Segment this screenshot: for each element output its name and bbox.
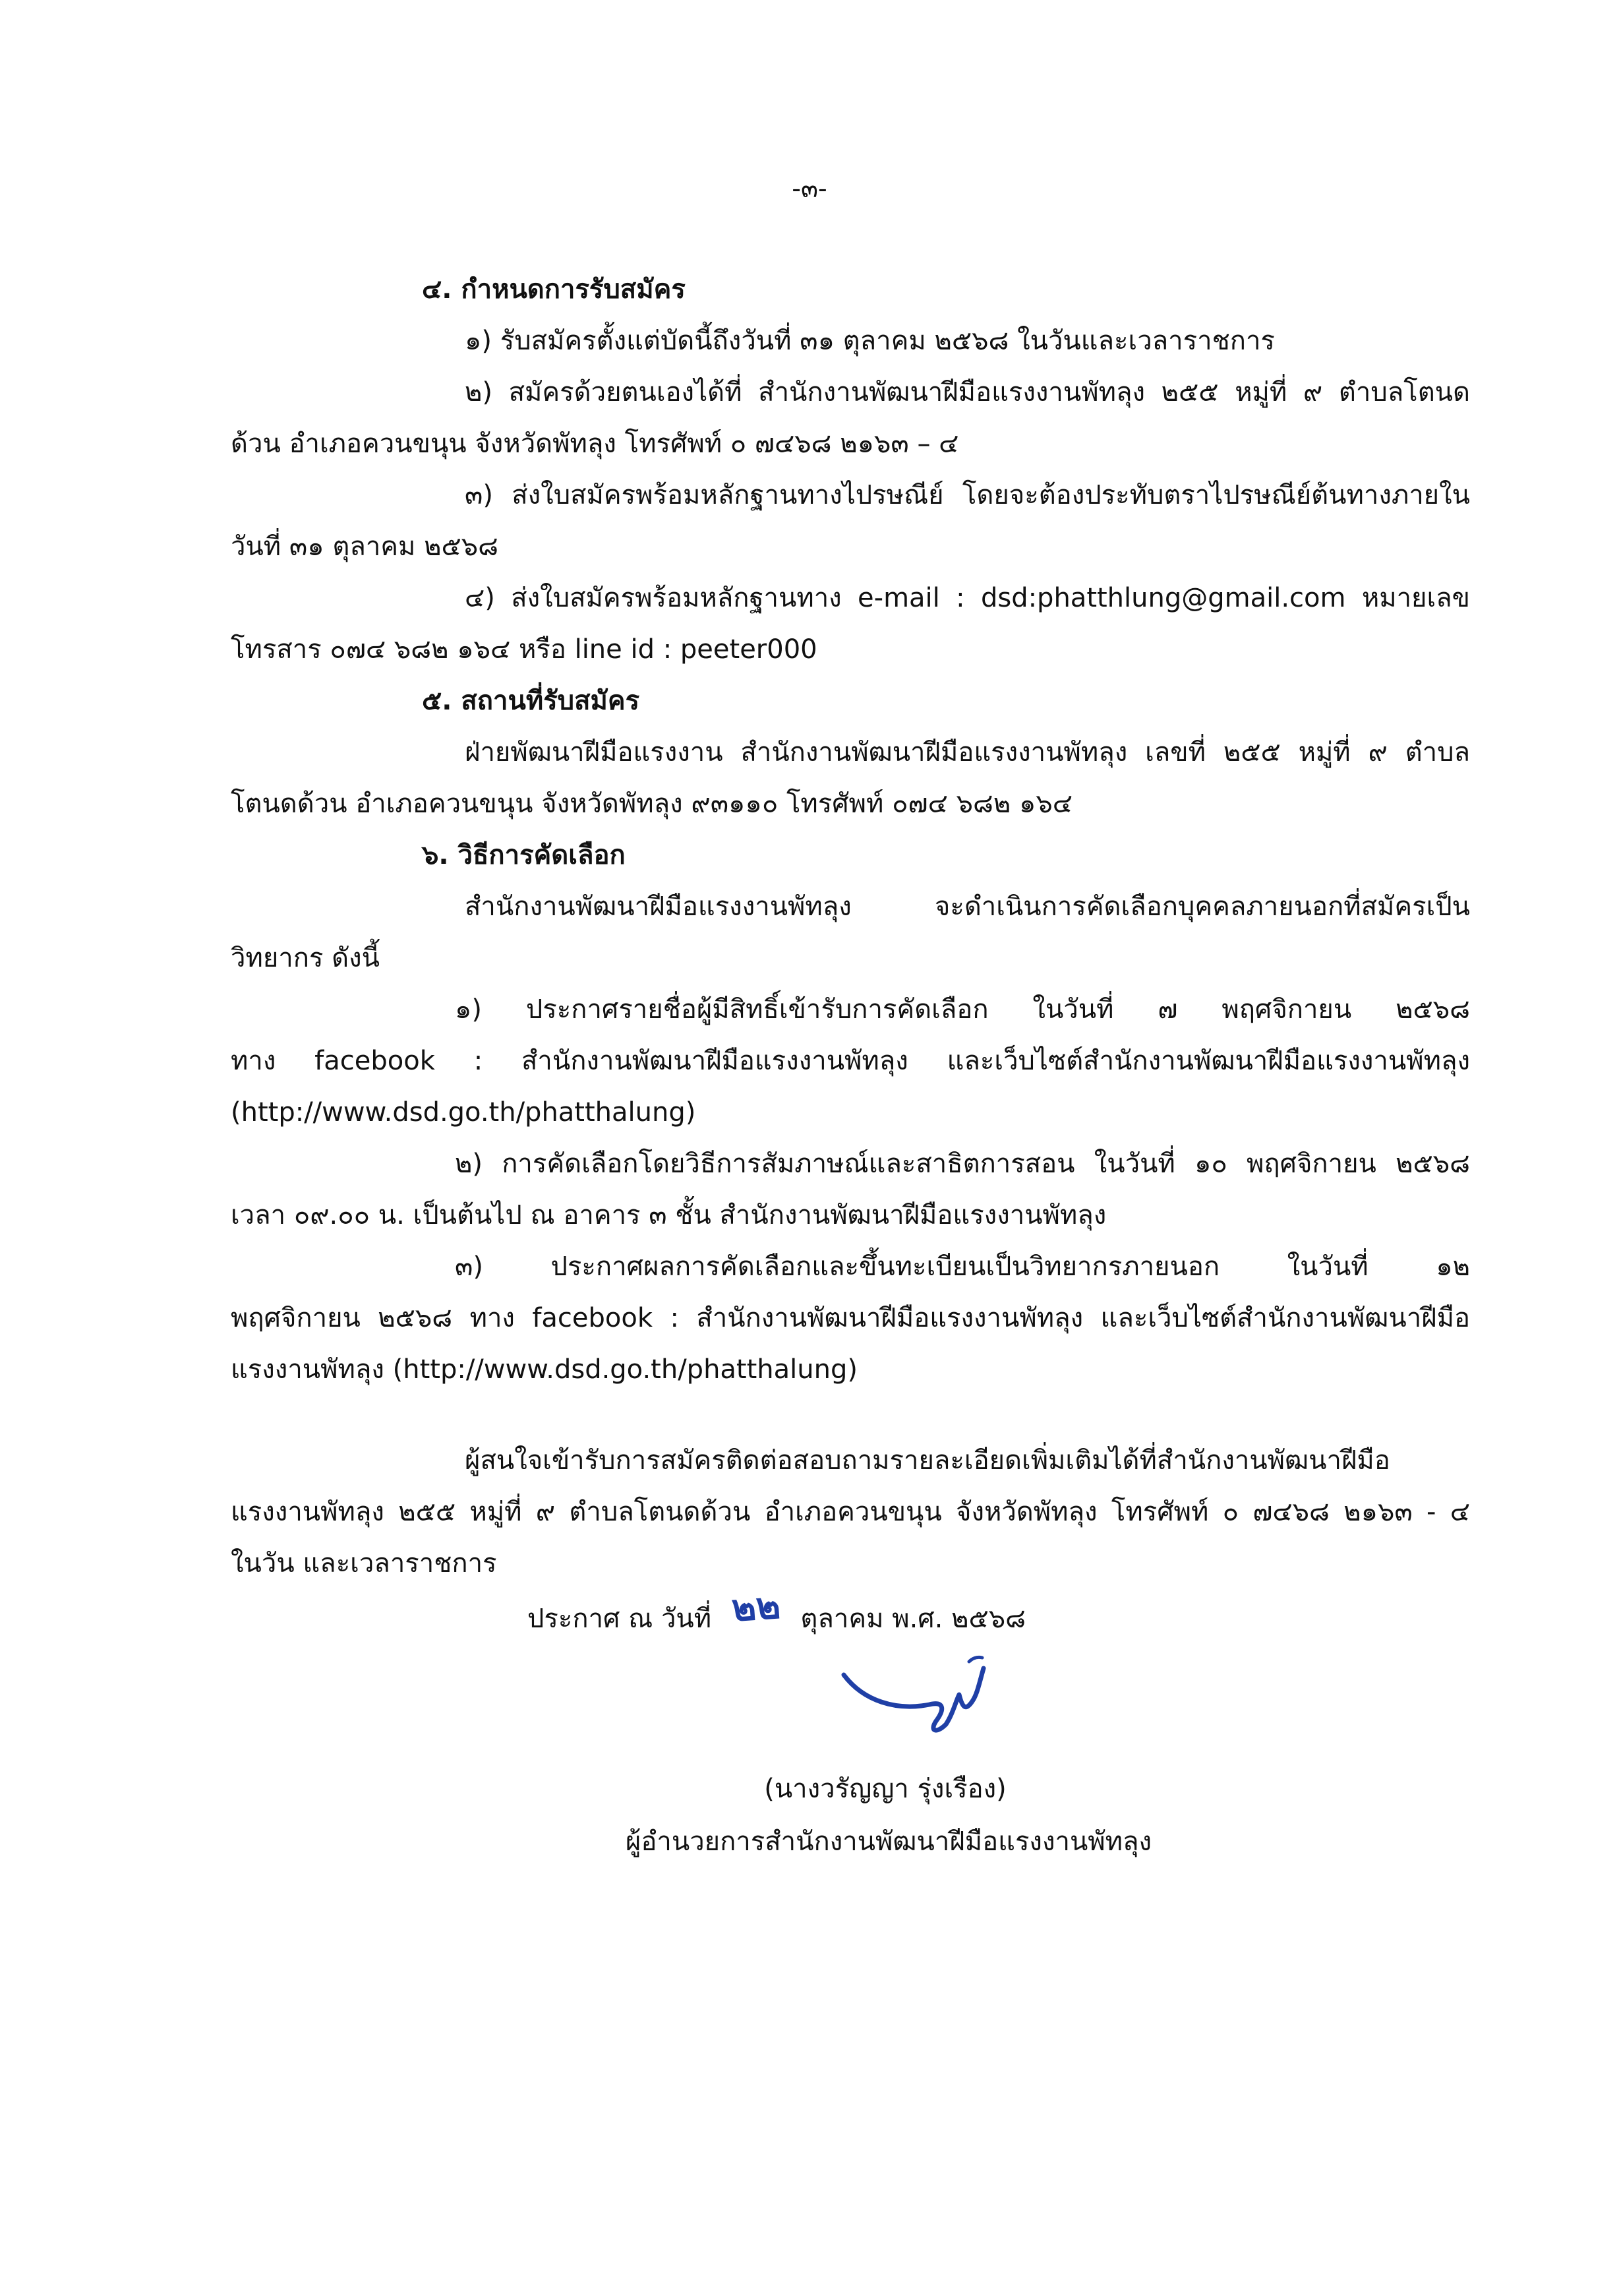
section-5-line-2: โตนดด้วน อำเภอควนขนุน จังหวัดพัทลุง ๙๓๑๑๐ โทรศัพท์ ๐๗๔ ๖๘๒ ๑๖๔	[231, 789, 1073, 819]
section-6-item-2-line-1: ๒) การคัดเลือกโดยวิธีการสัมภาษณ์และสาธิตการสอน ในวันที่ ๑๐ พฤศจิกายน ๒๕๖๘	[455, 1149, 1470, 1179]
section-4-heading: ๔. กำหนดการรับสมัคร	[422, 274, 686, 305]
section-4-item-3-line-2: วันที่ ๓๑ ตุลาคม ๒๕๖๘	[231, 531, 499, 562]
section-6-intro-line-2: วิทยากร ดังนี้	[231, 943, 380, 973]
announcement-prefix: ประกาศ ณ วันที่	[527, 1604, 712, 1634]
announcement-suffix: ตุลาคม พ.ศ. ๒๕๖๘	[800, 1604, 1026, 1634]
section-6-item-1-line-2: ทาง facebook : สำนักงานพัฒนาฝีมือแรงงานพัทลุง และเว็บไซต์สำนักงานพัฒนาฝีมือแรงงานพัทลุง	[231, 1046, 1470, 1076]
section-6-item-1-line-3: (http://www.dsd.go.th/phatthalung)	[231, 1097, 696, 1128]
announcement-date-line	[231, 1583, 1470, 1645]
section-6-item-3-line-2: พฤศจิกายน ๒๕๖๘ ทาง facebook : สำนักงานพัฒนาฝีมือแรงงานพัทลุง และเว็บไซต์สำนักงานพัฒนาฝีมือ	[231, 1303, 1470, 1333]
contact-line-1: ผู้สนใจเข้ารับการสมัครติดต่อสอบถามรายละเอียดเพิ่มเติมได้ที่สำนักงานพัฒนาฝีมือ	[465, 1445, 1390, 1476]
handwritten-day: ๒๒	[730, 1583, 782, 1631]
signature-mark	[837, 1648, 1009, 1747]
section-6-item-3-line-1: ๓) ประกาศผลการคัดเลือกและขึ้นทะเบียนเป็นวิทยากรภายนอก ในวันที่ ๑๒	[455, 1252, 1470, 1282]
section-5-line-1: ฝ่ายพัฒนาฝีมือแรงงาน สำนักงานพัฒนาฝีมือแรงงานพัทลุง เลขที่ ๒๕๕ หมู่ที่ ๙ ตำบล	[465, 737, 1470, 768]
section-4-item-4-line-1: ๔) ส่งใบสมัครพร้อมหลักฐานทาง e-mail : dsd:phatthlung@gmail.com หมายเลข	[465, 583, 1470, 613]
section-6-heading: ๖. วิธีการคัดเลือก	[422, 840, 626, 870]
section-4-item-4-line-2: โทรสาร ๐๗๔ ๖๘๒ ๑๖๔ หรือ line id : peeter000	[231, 634, 817, 665]
section-4-item-2-line-2: ด้วน อำเภอควนขนุน จังหวัดพัทลุง โทรศัพท์ ๐ ๗๔๖๘ ๒๑๖๓ – ๔	[231, 429, 959, 459]
section-6-intro-line-1: สำนักงานพัฒนาฝีมือแรงงานพัทลุง จะดำเนินการคัดเลือกบุคคลภายนอกที่สมัครเป็น	[465, 891, 1470, 922]
signer-title: ผู้อำนวยการสำนักงานพัฒนาฝีมือแรงงานพัทลุง	[625, 1827, 1152, 1857]
section-4-item-1: ๑) รับสมัครตั้งแต่บัดนี้ถึงวันที่ ๓๑ ตุลาคม ๒๕๖๘ ในวันและเวลาราชการ	[465, 326, 1275, 356]
contact-line-2: แรงงานพัทลุง ๒๕๕ หมู่ที่ ๙ ตำบลโตนดด้วน อำเภอควนขนุน จังหวัดพัทลุง โทรศัพท์ ๐ ๗๔๖๘ ๒๑๖๓ - ๔	[231, 1497, 1470, 1527]
document-body	[231, 264, 1470, 1645]
section-6-item-3-line-3: แรงงานพัทลุง (http://www.dsd.go.th/phatthalung)	[231, 1354, 858, 1385]
section-6-item-1-line-1: ๑) ประกาศรายชื่อผู้มีสิทธิ์เข้ารับการคัดเลือก ในวันที่ ๗ พฤศจิกายน ๒๕๖๘	[455, 994, 1470, 1025]
section-6-item-2-line-2: เวลา ๐๙.๐๐ น. เป็นต้นไป ณ อาคาร ๓ ชั้น สำนักงานพัฒนาฝีมือแรงงานพัทลุง	[231, 1200, 1107, 1230]
section-4-item-2-line-1: ๒) สมัครด้วยตนเองได้ที่ สำนักงานพัฒนาฝีมือแรงงานพัทลุง ๒๕๕ หมู่ที่ ๙ ตำบลโตนด	[465, 377, 1470, 408]
section-5-heading: ๕. สถานที่รับสมัคร	[422, 686, 640, 716]
contact-line-3: ในวัน และเวลาราชการ	[231, 1548, 497, 1579]
page-number: -๓-	[792, 174, 827, 203]
section-4-item-3-line-1: ๓) ส่งใบสมัครพร้อมหลักฐานทางไปรษณีย์ โดยจะต้องประทับตราไปรษณีย์ต้นทางภายใน	[465, 480, 1470, 510]
signer-name: (นางวรัญญา รุ่งเรือง)	[764, 1774, 1007, 1804]
